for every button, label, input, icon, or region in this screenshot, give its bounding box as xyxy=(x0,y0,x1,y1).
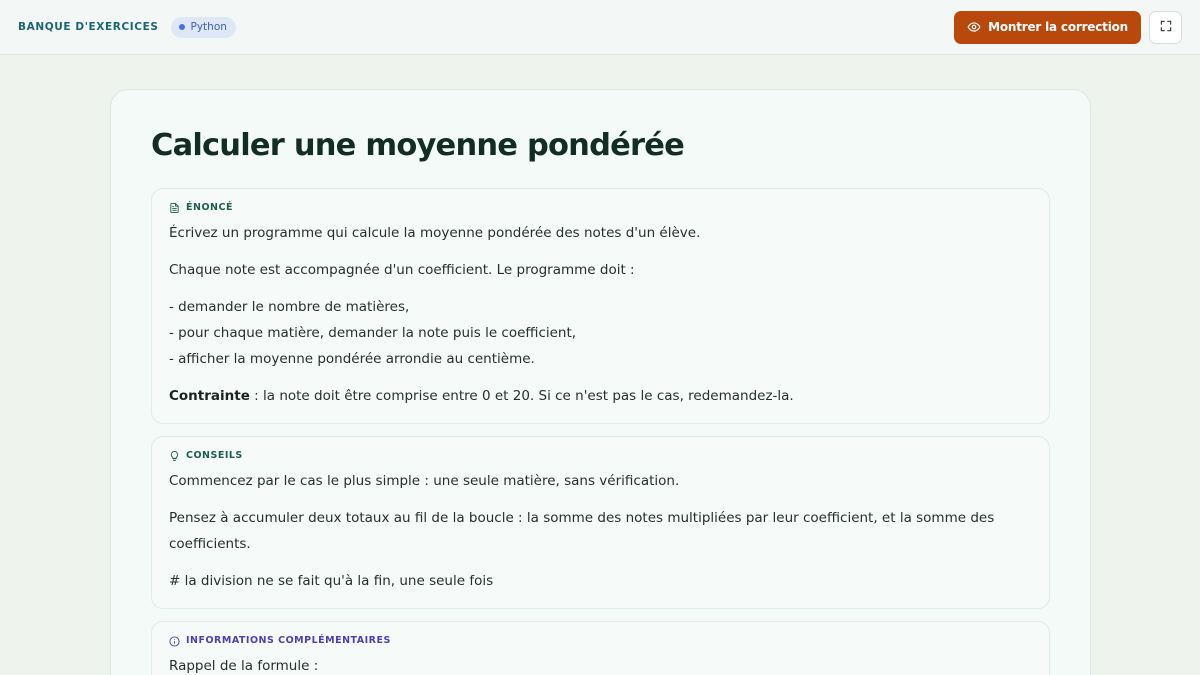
fullscreen-button[interactable] xyxy=(1149,11,1182,44)
info-icon xyxy=(169,636,180,647)
show-correction-button[interactable] xyxy=(954,11,1141,44)
constraint-label: Contrainte xyxy=(169,388,250,404)
info-heading xyxy=(169,635,1032,647)
tips-heading xyxy=(169,450,1032,462)
list-item: - afficher la moyenne pondérée arrondie au centième. xyxy=(169,351,535,367)
tip-item: Pensez à accumuler deux totaux au fil de la boucle : la somme des notes multipliées par leur coefficient, et la somme des coefficients. xyxy=(169,510,995,552)
statement-steps xyxy=(169,294,1032,372)
exercise-card xyxy=(110,89,1091,675)
tip-item: Commencez par le cas le plus simple : une seule matière, sans vérification. xyxy=(169,473,680,489)
statement-heading xyxy=(169,202,1032,214)
document-icon xyxy=(169,202,180,214)
lightbulb-icon xyxy=(169,450,180,462)
constraint-text: : la note doit être comprise entre 0 et 20. Si ce n'est pas le cas, redemandez-la. xyxy=(249,388,794,404)
info-text: Rappel de la formule : xyxy=(169,658,319,674)
statement-intro: Écrivez un programme qui calcule la moyenne pondérée des notes d'un élève. xyxy=(169,225,701,241)
statement-heading-label: ÉNONCÉ xyxy=(186,202,233,213)
show-correction-label: Montrer la correction xyxy=(988,20,1128,34)
eye-icon xyxy=(967,20,981,34)
info-heading-label: INFORMATIONS COMPLÉMENTAIRES xyxy=(186,635,391,646)
tips-section xyxy=(151,436,1050,609)
tip-item: # la division ne se fait qu'à la fin, une seule fois xyxy=(169,573,494,589)
statement-constraint xyxy=(169,383,1032,409)
fullscreen-icon xyxy=(1159,19,1173,36)
list-item: - demander le nombre de matières, xyxy=(169,299,410,315)
top-bar xyxy=(0,0,1200,55)
exercise-title: Calculer une moyenne pondérée xyxy=(151,128,685,163)
info-section xyxy=(151,621,1050,675)
tips-heading-label: CONSEILS xyxy=(186,450,243,461)
list-item: - pour chaque matière, demander la note puis le coefficient, xyxy=(169,325,577,341)
statement-section xyxy=(151,188,1050,424)
app-brand: BANQUE D'EXERCICES xyxy=(18,21,159,33)
statement-requirement: Chaque note est accompagnée d'un coefficient. Le programme doit : xyxy=(169,262,635,278)
language-dot-icon xyxy=(179,24,185,30)
language-badge-label: Python xyxy=(190,21,227,33)
language-badge xyxy=(171,17,236,38)
